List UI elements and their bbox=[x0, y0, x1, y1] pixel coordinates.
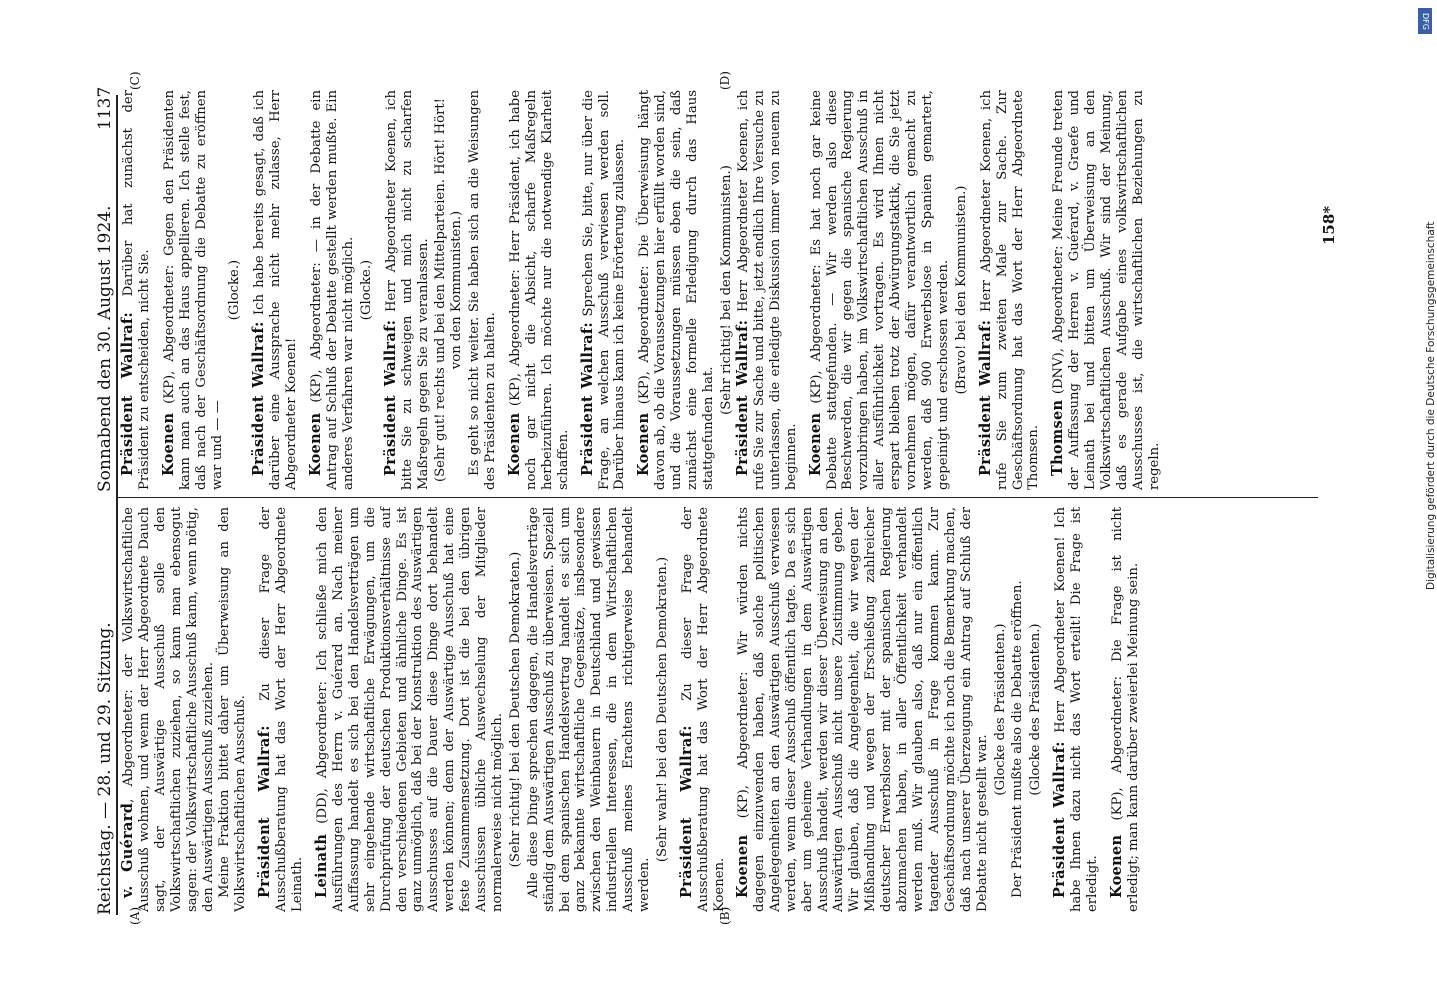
speech-text: Meine Fraktion bittet daher um Überweisung an den Volkswirtschaftlichen Ausschuß. bbox=[217, 507, 249, 912]
speaker-name: Koenen bbox=[159, 412, 177, 476]
speech-text: Wir würden nichts dagegen einzuwenden haben, daß solche politischen Angelegenheiten an den Auswärtigen Ausschuß verwiesen werden, wenn dieser Ausschuß öffentlich tagte. Da es sich aber um geheime Verhandlungen in dem Auswärtigen Ausschuß handelt, werden wir dieser Überweisung an den Auswärtigen Ausschuß nicht unsere Zustimmung geben. Wir glauben, daß die Angelegenheit, die wir wegen der Mißhandlung und wegen der Erschießung zahlreicher deutscher Erwerbsloser mit der spanischen Regierung abzumachen haben, in aller Öffentlichkeit verhandelt werden muß. Wir glauben also, daß nur ein öffentlich tagender Ausschuß in Frage kommen kann. Zur Geschäftsordnung möchte ich noch die Bemerkung machen, daß nach unserer Überzeugung ein Antrag auf Schluß der Debatte nicht gestellt war. bbox=[736, 506, 990, 912]
speech-paragraph bbox=[120, 507, 216, 912]
header-right-title: Sonnabend den 30. August 1924. bbox=[95, 205, 115, 492]
speech-text: Ich habe bereits gesagt, daß ich darüber eine Aussprache nicht mehr zulasse, Herr Abgeordneter Koenen! bbox=[252, 89, 300, 490]
paragraph bbox=[1010, 507, 1026, 912]
speech-paragraph bbox=[161, 90, 226, 490]
interjection: (Glocke.) bbox=[227, 259, 243, 321]
text-column-2 bbox=[735, 507, 1320, 912]
speaker-name: Präsident Wallraf: bbox=[119, 311, 136, 476]
speech-text: der Volkswirtschaftliche Ausschuß wohnen, und wenn der Herr Abgeordnete Dauch sagt, der Auswärtige Ausschuß solle den Volkswirtschaftlichen zuziehen, so kann man ebensogut sagen: der Volkswirtschaftliche Ausschuß kann, wenn nötig, den Auswärtigen Ausschuß zuziehen. bbox=[121, 507, 216, 912]
interjection: (Sehr richtig! bei den Kommunisten.) bbox=[718, 165, 734, 415]
interjection: (Glocke des Präsidenten.) bbox=[992, 623, 1008, 796]
speaker-name: Präsident Wallraf: bbox=[1051, 741, 1069, 898]
margin-marker-b: (B) bbox=[718, 906, 732, 925]
funding-credit: Digitalisierung gefördert durch die Deutsche Forschungsgemeinschaft bbox=[1425, 221, 1437, 590]
speaker-name: Thomsen bbox=[1049, 399, 1067, 476]
paragraph bbox=[217, 507, 249, 912]
speaker-role: (KP), Abgeordneter: bbox=[808, 264, 824, 413]
paragraph bbox=[526, 507, 653, 912]
text-column-3 bbox=[119, 89, 734, 490]
speech-paragraph bbox=[679, 507, 728, 912]
interjection: (Sehr gut! rechts und bei den Mittelparteien. Hört! Hört! von den Kommunisten.) bbox=[433, 98, 465, 482]
speaker-name: Leinath bbox=[312, 833, 330, 898]
interjection: (Bravo! bei den Kommunisten.) bbox=[953, 185, 969, 395]
text-column-4 bbox=[735, 90, 1315, 490]
speaker-name: Präsident Wallraf: bbox=[976, 319, 994, 476]
running-head-left bbox=[95, 622, 115, 915]
speech-paragraph bbox=[636, 90, 717, 490]
speech-text: Zu dieser Frage der Ausschußberatung hat das Wort der Herr Abgeordnete Koenen. bbox=[679, 507, 727, 912]
speech-text: Ich schließe mich den Ausführungen des Herrn v. Guérard an. Nach meiner Auffassung handelt es sich bei den Handelsverträgen um sehr eingehende wirtschaftliche Erwägungen, um die Durchprüfung der deutschen Produktionsverhältnisse auf den verschiedenen Gebieten und ähnliche Dinge. Es ist ganz unmöglich, daß bei der Konstruktion des Auswärtigen Ausschusses auf die Dauer diese Dinge dort behandelt werden können; denn der Auswärtige Ausschuß hat eine feste Zusammensetzung. Dort ist die bei den übrigen Ausschüssen übliche Auswechselung der Mitglieder normalerweise nicht möglich. bbox=[314, 507, 505, 912]
speech-text: Herr Abgeordneter Koenen, ich rufe Sie zur Sache und bitte, jetzt endlich Ihre Versuche zu unterlassen, die erledigte Diskussion immer von neuem zu beginnen. bbox=[736, 90, 799, 490]
speech-paragraph bbox=[978, 90, 1043, 490]
interjection: (Sehr richtig! bei den Deutschen Demokraten.) bbox=[507, 551, 523, 868]
speaker-name: Präsident Wallraf: bbox=[734, 319, 751, 476]
speech-paragraph bbox=[120, 90, 153, 490]
speech-paragraph bbox=[735, 90, 800, 490]
speech-text: Gegen den Präsidenten kann man auch an das Haus appellieren. Ich stelle fest, daß nach der Geschäftsordnung die Debatte zu eröffnen war und — — bbox=[161, 90, 225, 490]
speech-text: Darüber hat zunächst der Präsident zu entscheiden, nicht Sie. bbox=[121, 90, 152, 490]
speaker-name: Koenen bbox=[1107, 834, 1125, 898]
speech-text: Alle diese Dinge sprechen dagegen, die Handelsverträge ständig dem Auswärtigen Ausschuß zu überweisen. Speziell bei dem spanischen Handelsvertrag handelt es sich um ganz bekannte wirtschaftliche Gegensätze, insbesondere zwischen den Weinbauern in Deutschland und gewissen industriellen Interessen, die in dem Wirtschaftlichen Ausschuß meines Erachtens richtigerweise behandelt werden. bbox=[525, 507, 653, 912]
speech-paragraph bbox=[1050, 90, 1162, 490]
speaker-role: (KP), Abgeordneter: bbox=[736, 671, 751, 835]
speech-text: Herr Abgeordneter Koenen! Ich habe Ihnen dazu nicht das Wort erteilt! Die Frage ist erledigt. bbox=[1053, 507, 1101, 912]
speaker-role: (DNV), Abgeordneter: bbox=[1051, 245, 1067, 400]
speaker-name: Präsident Wallraf: bbox=[381, 319, 399, 476]
speech-text: — in der Debatte ein Antrag auf Schluß der Debatte gestellt werden mußte. Ein anderes Verfahren war nicht möglich. bbox=[309, 90, 356, 490]
signature-mark: 158* bbox=[1320, 205, 1338, 245]
speech-paragraph bbox=[257, 507, 306, 912]
speaker-name: Koenen bbox=[635, 412, 653, 476]
header-left-title: Reichstag. — 28. und 29. Sitzung. bbox=[95, 622, 115, 915]
speech-text: Herr Abgeordneter Koenen, ich rufe Sie zum zweiten Male zur Sache. Zur Geschäftsordnung hat das Wort der Herr Abgeordnete Thomsen. bbox=[978, 90, 1042, 490]
interjection: (Glocke.) bbox=[358, 259, 374, 321]
interjection: (Glocke des Präsidenten.) bbox=[1028, 623, 1044, 796]
speech-text: Die Überweisung hängt davon ab, ob die Voraussetzungen hier erfüllt worden sind, und die Voraussetzungen müssen eben die sein, daß zunächst eine formelle Erledigung durch das Haus stattgefunden hat. bbox=[637, 90, 716, 490]
margin-marker-c: (C) bbox=[128, 71, 142, 90]
header-rule bbox=[116, 95, 118, 915]
interjection: (Sehr wahr! bei den Deutschen Demokraten.) bbox=[655, 556, 670, 863]
speech-text: Zu dieser Frage der Ausschußberatung hat das Wort der Herr Abgeordnete Leinath. bbox=[258, 507, 306, 912]
page-number: 1137 bbox=[95, 86, 115, 130]
speech-text: Es geht so nicht weiter. Sie haben sich an die Weisungen des Präsidenten zu halten. bbox=[467, 90, 499, 490]
speaker-name: Präsident Wallraf: bbox=[256, 725, 274, 898]
speaker-name: Koenen bbox=[506, 412, 524, 476]
speech-paragraph bbox=[580, 90, 629, 490]
speech-paragraph bbox=[808, 90, 952, 490]
speaker-role: (KP), Abgeordneter: bbox=[309, 262, 325, 413]
speech-text: Meine Freunde treten der Auffassung der Herren v. Guérard, v. Graefe und Leinath bei und bitten um Überweisung an den Volkswirtschaftlichen Ausschuß. Wir sind der Meinung, daß es gerade Aufgabe eines volkswirtschaftlichen Ausschusses ist, die wirtschaftlichen Beziehungen zu regeln. bbox=[1051, 90, 1162, 490]
speech-paragraph bbox=[735, 507, 991, 912]
speaker-role: (KP), Abgeordneter: bbox=[508, 269, 524, 413]
column-separator bbox=[118, 497, 1318, 498]
speaker-role: , Abgeordneter: bbox=[121, 689, 136, 803]
speaker-name: Präsident Wallraf: bbox=[250, 321, 268, 476]
speaker-name: Koenen bbox=[734, 834, 751, 898]
speech-text: Der Präsident mußte also die Debatte eröffnen. bbox=[1010, 580, 1026, 898]
dfg-logo: DFG bbox=[1418, 8, 1432, 34]
speech-paragraph bbox=[1052, 507, 1101, 912]
speech-paragraph bbox=[314, 507, 506, 912]
paragraph bbox=[467, 90, 499, 490]
speech-text: Sprechen Sie, bitte, nur über die Frage, an welchen Ausschuß verwiesen werden soll. Darüber hinaus kann ich keine Erörterung zulassen. bbox=[580, 90, 628, 490]
speaker-name: Präsident Wallraf: bbox=[578, 321, 596, 476]
speech-text: Herr Präsident, ich habe noch gar nicht die Absicht, scharfe Maßregeln herbeizuführen. Ich möchte nur die notwendige Klarheit schaffen. bbox=[508, 90, 571, 490]
speaker-name: Koenen bbox=[806, 412, 824, 476]
speaker-name: v. Guérard bbox=[119, 802, 136, 898]
speech-text: Herr Abgeordneter Koenen, ich bitte Sie zu schweigen und mich nicht zu scharfen Maßregeln gegen Sie zu veranlassen. bbox=[383, 90, 431, 490]
margin-marker-a: (A) bbox=[128, 906, 142, 925]
speaker-role: (KP), Abgeordneter: bbox=[1109, 676, 1125, 835]
speaker-name: Präsident Wallraf: bbox=[677, 725, 695, 898]
speaker-role: (KP), Abgeordneter: bbox=[637, 265, 653, 413]
running-head-right bbox=[95, 205, 115, 492]
text-column-1 bbox=[119, 507, 727, 912]
speaker-role: (KP), Abgeordneter: bbox=[161, 264, 177, 413]
speech-paragraph bbox=[507, 90, 572, 490]
speech-text: Es hat noch gar keine Debatte stattgefunden. — Wir werden also diese Beschwerden, die wir gegen die spanische Regierung vorzubringen haben, im Volkswirtschaftlichen Ausschuß in aller Ausführlichkeit vortragen. Es wird Ihnen nicht erspart bleiben trotz der Abwürgungstaktik, die Sie jetzt vornehmen mögen, dafür verantwortlich gemacht zu werden, daß 900 Erwerbslose in Spanien gemartert, gepeinigt und erschossen werden. bbox=[808, 90, 951, 490]
speech-paragraph bbox=[308, 90, 357, 490]
speech-text: Die Frage ist nicht erledigt; man kann darüber zweierlei Meinung sein. bbox=[1109, 507, 1141, 912]
speaker-name: Koenen bbox=[307, 412, 325, 476]
speech-paragraph bbox=[1109, 507, 1142, 912]
speech-paragraph bbox=[383, 90, 432, 490]
speaker-role: (DD), Abgeordneter: bbox=[314, 681, 330, 834]
speech-paragraph bbox=[251, 90, 300, 490]
margin-marker-d: (D) bbox=[718, 71, 732, 90]
